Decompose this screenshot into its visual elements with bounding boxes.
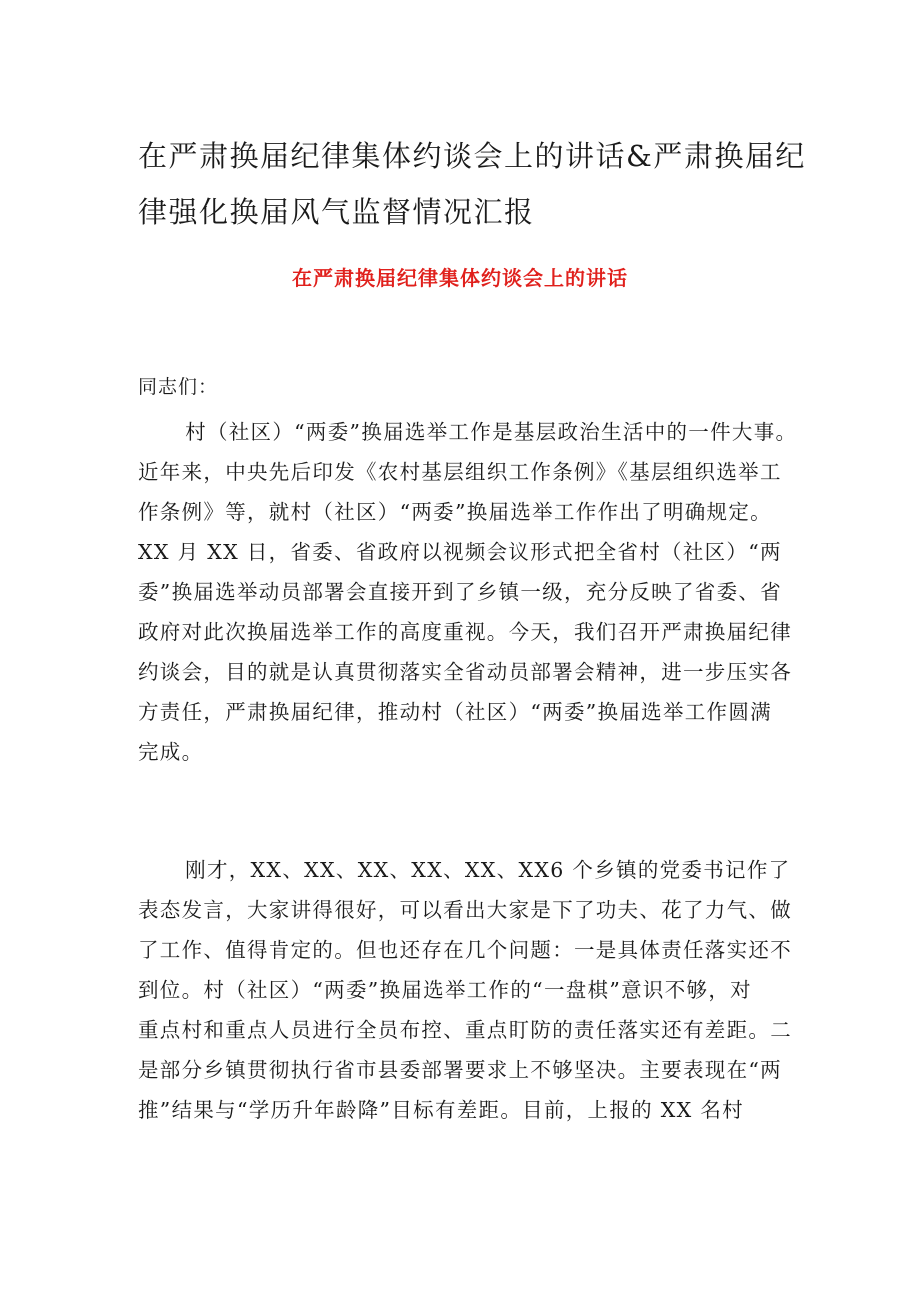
paragraph-2-line: 刚才，XX、XX、XX、XX、XX、XX6 个乡镇的党委书记作了 <box>185 858 791 882</box>
paragraph-2-line: 了工作、值得肯定的。但也还存在几个问题：一是具体责任落实还不 <box>138 938 792 962</box>
paragraph-2-line: 到位。村（社区）“两委”换届选举工作的“一盘棋”意识不够，对 <box>138 978 752 1002</box>
paragraph-1-line: 近年来，中央先后印发《农村基层组织工作条例》《基层组织选举工 <box>138 460 782 484</box>
paragraph-1-line: 政府对此次换届选举工作的高度重视。今天，我们召开严肃换届纪律 <box>138 620 792 644</box>
paragraph-1-line: 村（社区）“两委”换届选举工作是基层政治生活中的一件大事。 <box>185 420 798 444</box>
paragraph-1-line: 作条例》等，就村（社区）“两委”换届选举工作作出了明确规定。 <box>138 500 772 524</box>
paragraph-1-line: XX 月 XX 日，省委、省政府以视频会议形式把全省村（社区）“两 <box>138 540 782 564</box>
title-line-2: 律强化换届风气监督情况汇报 <box>138 195 535 229</box>
paragraph-2-line: 重点村和重点人员进行全员布控、重点盯防的责任落实还有差距。二 <box>138 1018 792 1042</box>
paragraph-2-line: 是部分乡镇贯彻执行省市县委部署要求上不够坚决。主要表现在“两 <box>138 1058 782 1082</box>
paragraph-1-line: 委”换届选举动员部署会直接开到了乡镇一级，充分反映了省委、省 <box>138 580 782 604</box>
paragraph-2-line: 表态发言，大家讲得很好，可以看出大家是下了功夫、花了力气、做 <box>138 898 792 922</box>
paragraph-2-line: 推”结果与“学历升年龄降”目标有差距。目前，上报的 XX 名村 <box>138 1098 744 1122</box>
paragraph-1-line: 约谈会，目的就是认真贯彻落实全省动员部署会精神，进一步压实各 <box>138 660 792 684</box>
title-line-1: 在严肃换届纪律集体约谈会上的讲话&严肃换届纪 <box>138 139 806 173</box>
document-title <box>138 128 806 240</box>
paragraph-2 <box>138 850 792 1130</box>
paragraph-1-line: 方责任，严肃换届纪律，推动村（社区）“两委”换届选举工作圆满 <box>138 700 772 724</box>
salutation: 同志们： <box>138 376 219 398</box>
paragraph-1 <box>138 412 798 772</box>
speech-subtitle: 在严肃换届纪律集体约谈会上的讲话 <box>292 266 628 290</box>
paragraph-1-line: 完成。 <box>138 740 204 764</box>
